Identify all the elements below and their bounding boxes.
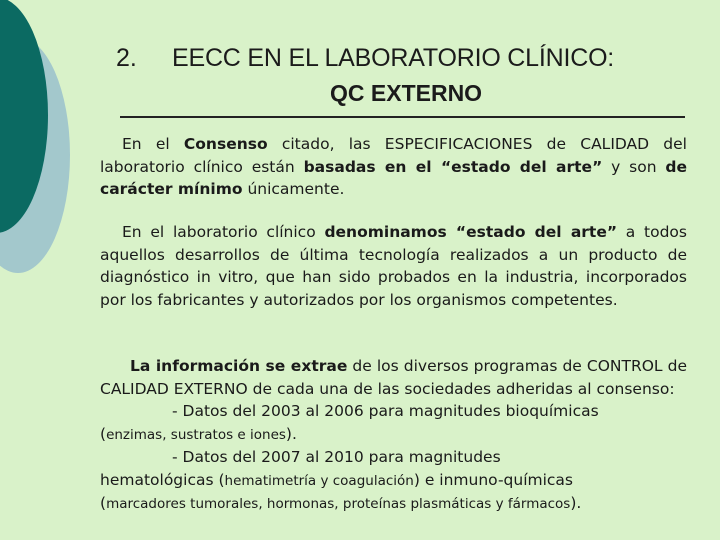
data-item-2007-2010-note <box>100 492 687 516</box>
p2-text-c: a todos aquellos desarrollos de última tecnología realizados a un producto de diagnóstico in vitro, que han sido probados en la industria, incorporados por los fabricantes y autorizados por los organismos competentes. <box>100 223 687 309</box>
note1-text: enzimas, sustratos e iones <box>106 426 286 443</box>
p3-bold-informacion: La información se extrae <box>130 357 348 375</box>
slide-number: 2. <box>116 44 137 72</box>
p1-text-g: únicamente. <box>242 180 345 198</box>
title-line-2: QC EXTERNO <box>330 80 483 106</box>
paragraph-consenso <box>100 133 687 201</box>
title-line-1: EECC EN EL LABORATORIO CLÍNICO: <box>172 44 615 72</box>
note3-text: marcadores tumorales, hormonas, proteínas plasmáticas y fármacos <box>106 496 571 512</box>
note2-text: hematimetría y coagulación <box>224 472 414 489</box>
note3-close: ). <box>570 494 582 512</box>
data-item-2003-2006-note <box>100 423 687 447</box>
p1-text-a: En el <box>122 135 184 153</box>
note1-close: ). <box>285 424 297 443</box>
note3-open: ( <box>100 494 107 512</box>
p1-bold-estado: basadas en el “estado del arte” <box>303 157 603 176</box>
item2-cont: hematológicas ( <box>100 470 225 489</box>
p1-bold-minimo: de carácter mínimo <box>100 157 687 198</box>
p2-bold-denominamos: denominamos “estado del arte” <box>324 223 618 241</box>
p2-text-a: En el laboratorio clínico <box>122 223 325 241</box>
item2-cont2: ) e inmuno-químicas <box>413 470 574 489</box>
paragraph-informacion <box>100 355 687 516</box>
p1-text-e: y son <box>602 157 666 176</box>
data-item-2007-2010-cont <box>100 469 687 493</box>
title-divider <box>120 116 685 118</box>
data-item-2007-2010: - Datos del 2007 al 2010 para magnitudes <box>172 448 501 466</box>
data-item-2003-2006: - Datos del 2003 al 2006 para magnitudes bioquímicas <box>172 402 599 420</box>
p3-text-b: de los diversos programas de CONTROL de CALIDAD EXTERNO de cada una de las sociedades adheridas al consenso: <box>100 357 687 398</box>
p1-bold-consenso: Consenso <box>183 135 268 153</box>
p1-text-c: citado, las ESPECIFICACIONES de CALIDAD del laboratorio clínico están <box>100 135 687 176</box>
note1-open: ( <box>100 424 107 443</box>
decorative-shapes <box>0 0 110 300</box>
paragraph-estado-del-arte <box>100 221 687 311</box>
